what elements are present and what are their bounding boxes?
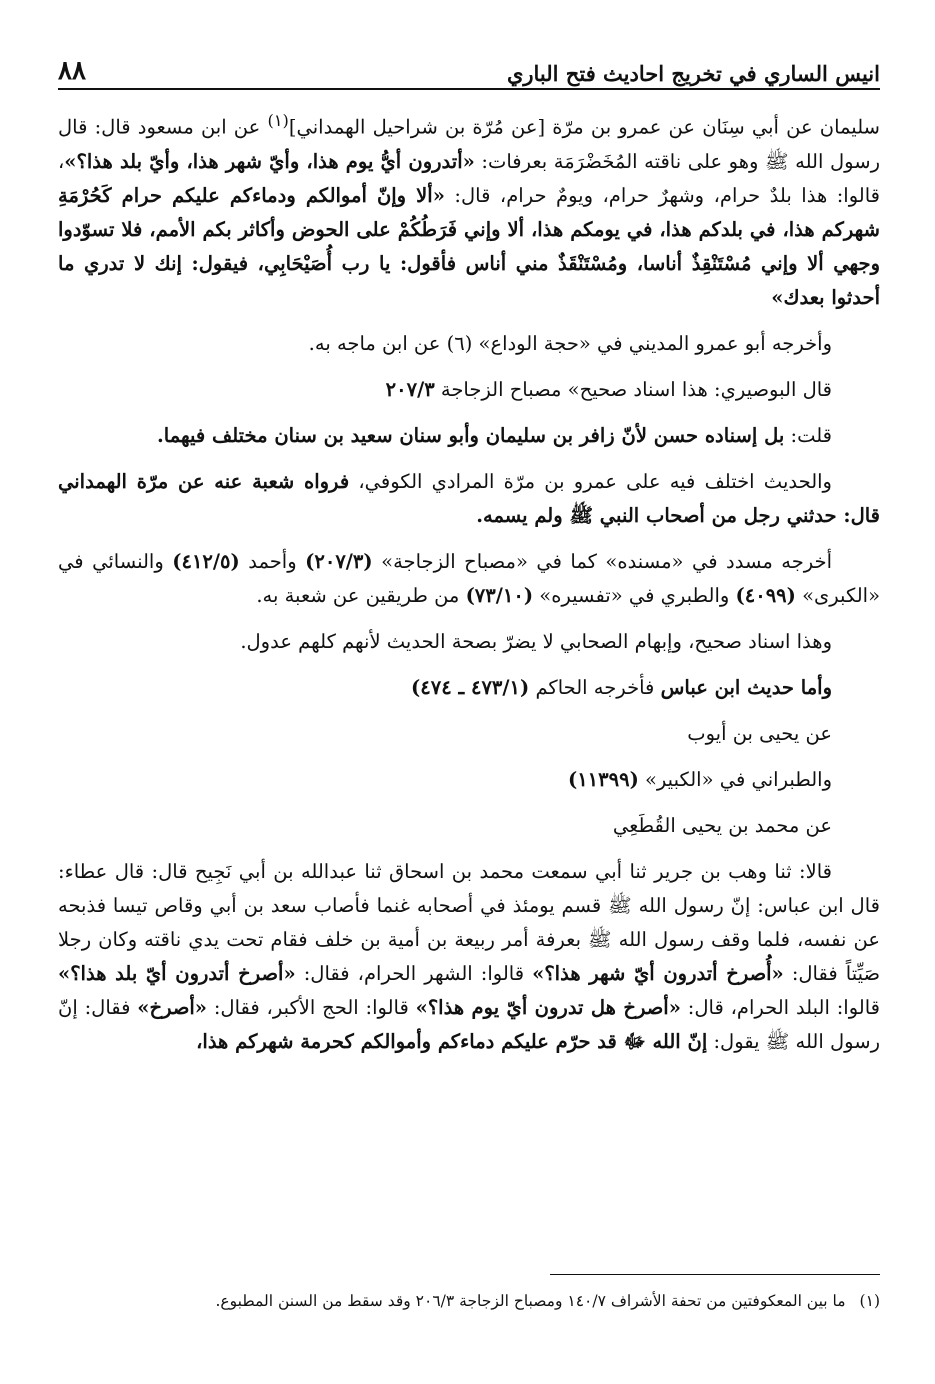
paragraph-1: سليمان عن أبي سِنَان عن عمرو بن مرّة [عن مُرّة بن شراحيل الهمداني]$^{(١)}$ عن ابن مسعود قال: قال رسول الله ﷺ وهو على ناقته المُخَضْرَمَة بعرفات: «أتدرون أيُّ يوم هذا، وأيّ شهر هذا، وأيّ بلد هذا؟»، قالوا: هذا بلدٌ حرام، وشهرٌ حرام، ويومٌ حرام، قال: «ألا وإنّ أموالكم ودماءكم عليكم حرام كَحُرْمَةِ شهركم هذا، في بلدكم هذا، في يومكم هذا، ألا وإني فَرَطُكُمْ على الحوض وأكاثر بكم الأمم، فلا تسوّدوا وجهي ألا وإني مُسْتَنْقِذٌ أناسا، ومُسْتَنْقَذٌ مني أناس فأقول: يا رب أُصَيْحَابِي، فيقول: إنك لا تدري ما أحدثوا بعدك» bbox=[58, 111, 880, 309]
page-number: ٨٨ bbox=[58, 56, 86, 86]
footnote-reference: (١) bbox=[267, 111, 289, 130]
paragraph-6: أخرجه مسدد في «مسنده» كما في «مصباح الزجاجة» (٢٠٧/٣) وأحمد (٤١٢/٥) والنسائي في «الكبرى» (٤٠٩٩) والطبري في «تفسيره» (٧٣/١٠) من طريقين عن شعبة به. bbox=[58, 549, 880, 607]
paragraph-7: وهذا اسناد صحيح، وإبهام الصحابي لا يضرّ بصحة الحديث لأنهم كلهم عدول. bbox=[240, 629, 832, 653]
paragraph-8: وأما حديث ابن عباس فأخرجه الحاكم (٤٧٣/١ ـ ٤٧٤) bbox=[411, 675, 832, 699]
footnote-divider bbox=[550, 1274, 880, 1275]
paragraph-3: قال البوصيري: هذا اسناد صحيح» مصباح الزجاجة ٢٠٧/٣ bbox=[385, 377, 832, 401]
footnote-number: (١) bbox=[859, 1292, 880, 1310]
footnote bbox=[58, 1288, 880, 1314]
running-title: انيس الساري في تخريج احاديث فتح الباري bbox=[506, 61, 880, 86]
paragraph-10: والطبراني في «الكبير» (١١٣٩٩) bbox=[567, 767, 832, 791]
paragraph-5: والحديث اختلف فيه على عمرو بن مرّة المرادي الكوفي، فرواه شعبة عنه عن مرّة الهمداني قال: حدثني رجل من أصحاب النبي ﷺ ولم يسمه. bbox=[58, 469, 880, 527]
footnote-text: ما بين المعكوفتين من تحفة الأشراف ١٤٠/٧ ومصباح الزجاجة ٢٠٦/٣ وقد سقط من السنن المطبوع. bbox=[215, 1292, 846, 1310]
paragraph-11: عن محمد بن يحيى القُطَعِي bbox=[612, 813, 832, 837]
paragraph-4: قلت: بل إسناده حسن لأنّ زافر بن سليمان وأبو سنان سعيد بن سنان مختلف فيهما. bbox=[157, 423, 832, 447]
paragraph-9: عن يحيى بن أيوب bbox=[687, 721, 832, 745]
paragraph-12: قالا: ثنا وهب بن جرير ثنا أبي سمعت محمد بن اسحاق ثنا عبدالله بن أبي نَجِيح قال: قال عطاء: قال ابن عباس: إنّ رسول الله ﷺ قسم يومئذ في أصحابه غنما فأصاب سعد بن أبي وقاص تيسا فذبحه عن نفسه، فلما وقف رسول الله ﷺ بعرفة أمر ربيعة بن أمية بن خلف فقام تحت يدي ناقته وكان رجلا صَيِّتاً فقال: «أُصرخ أتدرون أيّ شهر هذا؟» قالوا: الشهر الحرام، فقال: «أصرخ أتدرون أيّ بلد هذا؟» قالوا: البلد الحرام، قال: «أصرخ هل تدرون أيّ يوم هذا؟» قالوا: الحج الأكبر، فقال: «أصرخ» فقال: إنّ رسول الله ﷺ يقول: إنّ الله ﷻ قد حرّم عليكم دماءكم وأموالكم كحرمة شهركم هذا، bbox=[58, 859, 881, 1053]
paragraph-2: وأخرجه أبو عمرو المديني في «حجة الوداع» (٦) عن ابن ماجه به. bbox=[308, 331, 832, 355]
page-header bbox=[58, 38, 880, 90]
main-text bbox=[58, 104, 880, 1059]
